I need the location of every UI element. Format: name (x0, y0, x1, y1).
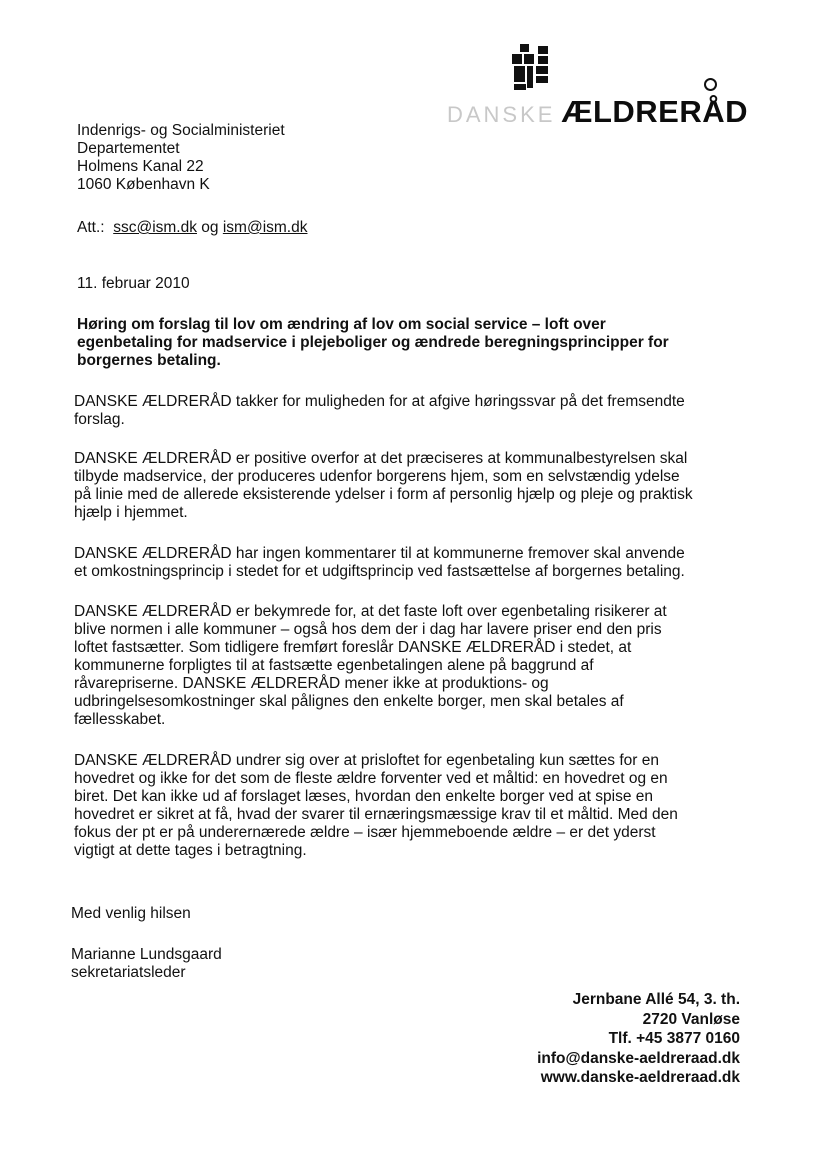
letter-date: 11. februar 2010 (77, 275, 190, 292)
logo-faint-text: DANSKE (446, 102, 556, 127)
paragraph-line: DANSKE ÆLDRERÅD takker for muligheden for at afgive høringssvar på det fremsendte (74, 393, 685, 410)
paragraph-line: hovedret og ikke for det som de fleste ældre forventer ved et måltid: en hovedret og en (74, 770, 668, 787)
attention-joiner: og (201, 219, 219, 236)
paragraph-line: på linie med de allerede eksisterende ydelser i form af personlig hjælp og pleje og praktisk (74, 486, 693, 503)
recipient-line: Indenrigs- og Socialministeriet (77, 122, 285, 139)
paragraph-line: råvarepriserne. DANSKE ÆLDRERÅD mener ikke at produktions- og (74, 675, 549, 692)
organization-logo (428, 44, 788, 134)
paragraph-line: DANSKE ÆLDRERÅD har ingen kommentarer til at kommunerne fremover skal anvende (74, 545, 685, 562)
paragraph-line: biret. Det kan ikke ud af forslaget læses, hvordan den enkelte borger ved at spise en (74, 788, 654, 805)
subject-line: Høring om forslag til lov om ændring af lov om social service – loft over (77, 316, 606, 333)
footer-website: www.danske-aeldreraad.dk (540, 1069, 740, 1086)
attention-label: Att.: (77, 219, 105, 236)
footer-city: 2720 Vanløse (642, 1010, 740, 1028)
signatory-name: Marianne Lundsgaard (71, 946, 222, 963)
paragraph-line: loftet fastsætter. Som tidligere fremført foreslår DANSKE ÆLDRERÅD i stedet, at (74, 639, 632, 656)
paragraph-2 (74, 450, 754, 522)
signatory-title: sekretariatsleder (71, 964, 186, 981)
footer-email: info@danske-aeldreraad.dk (537, 1049, 740, 1067)
recipient-line: 1060 København K (77, 176, 210, 193)
paragraph-line: kommunerne forpligtes til at fastsætte egenbetalingen alene på baggrund af (74, 657, 594, 674)
paragraph-line: fællesskabet. (74, 711, 166, 728)
logo-wordmark (447, 94, 748, 130)
paragraph-line: blive normen i alle kommuner – også hos dem der i dag har lavere priser end den pris (74, 621, 662, 638)
logo-strong-text: ÆLDRERÅD (561, 94, 748, 129)
paragraph-line: hjælp i hjemmet. (74, 504, 188, 521)
email-link-ism[interactable]: ism@ism.dk (222, 219, 308, 236)
attention-line (77, 219, 307, 237)
letter-subject (77, 316, 757, 370)
subject-line: borgernes betaling. (77, 352, 221, 369)
recipient-line: Departementet (77, 140, 180, 157)
paragraph-5 (74, 752, 754, 860)
paragraph-line: forslag. (74, 411, 125, 428)
paragraph-1 (74, 393, 754, 429)
paragraph-line: vigtigt at dette tages i betragtning. (74, 842, 307, 859)
subject-line: egenbetaling for madservice i plejeboliger og ændrede beregningsprincipper for (77, 334, 669, 351)
paragraph-line: hovedret er sikret at få, hvad der svarer til ernæringsmæssige krav til et måltid. Med den (74, 806, 678, 823)
paragraph-4 (74, 603, 754, 729)
paragraph-line: DANSKE ÆLDRERÅD er bekymrede for, at det faste loft over egenbetaling risikerer at (74, 603, 667, 620)
paragraph-line: DANSKE ÆLDRERÅD undrer sig over at prisloftet for egenbetaling kun sættes for en (74, 752, 659, 769)
paragraph-line: DANSKE ÆLDRERÅD er positive overfor at det præciseres at kommunalbestyrelsen skal (74, 450, 688, 467)
paragraph-line: et omkostningsprincip i stedet for et udgiftsprincip ved fastsættelse af borgernes betaling. (74, 563, 685, 580)
footer-street: Jernbane Allé 54, 3. th. (572, 991, 740, 1008)
paragraph-3 (74, 545, 754, 581)
paragraph-line: fokus der pt er på underernærede ældre – især hjemmeboende ældre – er det yderst (74, 824, 656, 841)
signature-block (71, 946, 222, 982)
contact-footer (537, 990, 740, 1088)
recipient-line: Holmens Kanal 22 (77, 158, 204, 175)
paragraph-line: udbringelsesomkostninger skal pålignes den enkelte borger, men skal betales af (74, 693, 624, 710)
email-link-ssc[interactable]: ssc@ism.dk (113, 219, 197, 236)
closing-greeting: Med venlig hilsen (71, 905, 191, 922)
recipient-address (77, 122, 285, 194)
paragraph-line: tilbyde madservice, der produceres udenfor borgerens hjem, som en selvstændig ydelse (74, 468, 680, 485)
footer-phone: Tlf. +45 3877 0160 (608, 1030, 740, 1047)
logo-ring-icon (704, 78, 717, 91)
